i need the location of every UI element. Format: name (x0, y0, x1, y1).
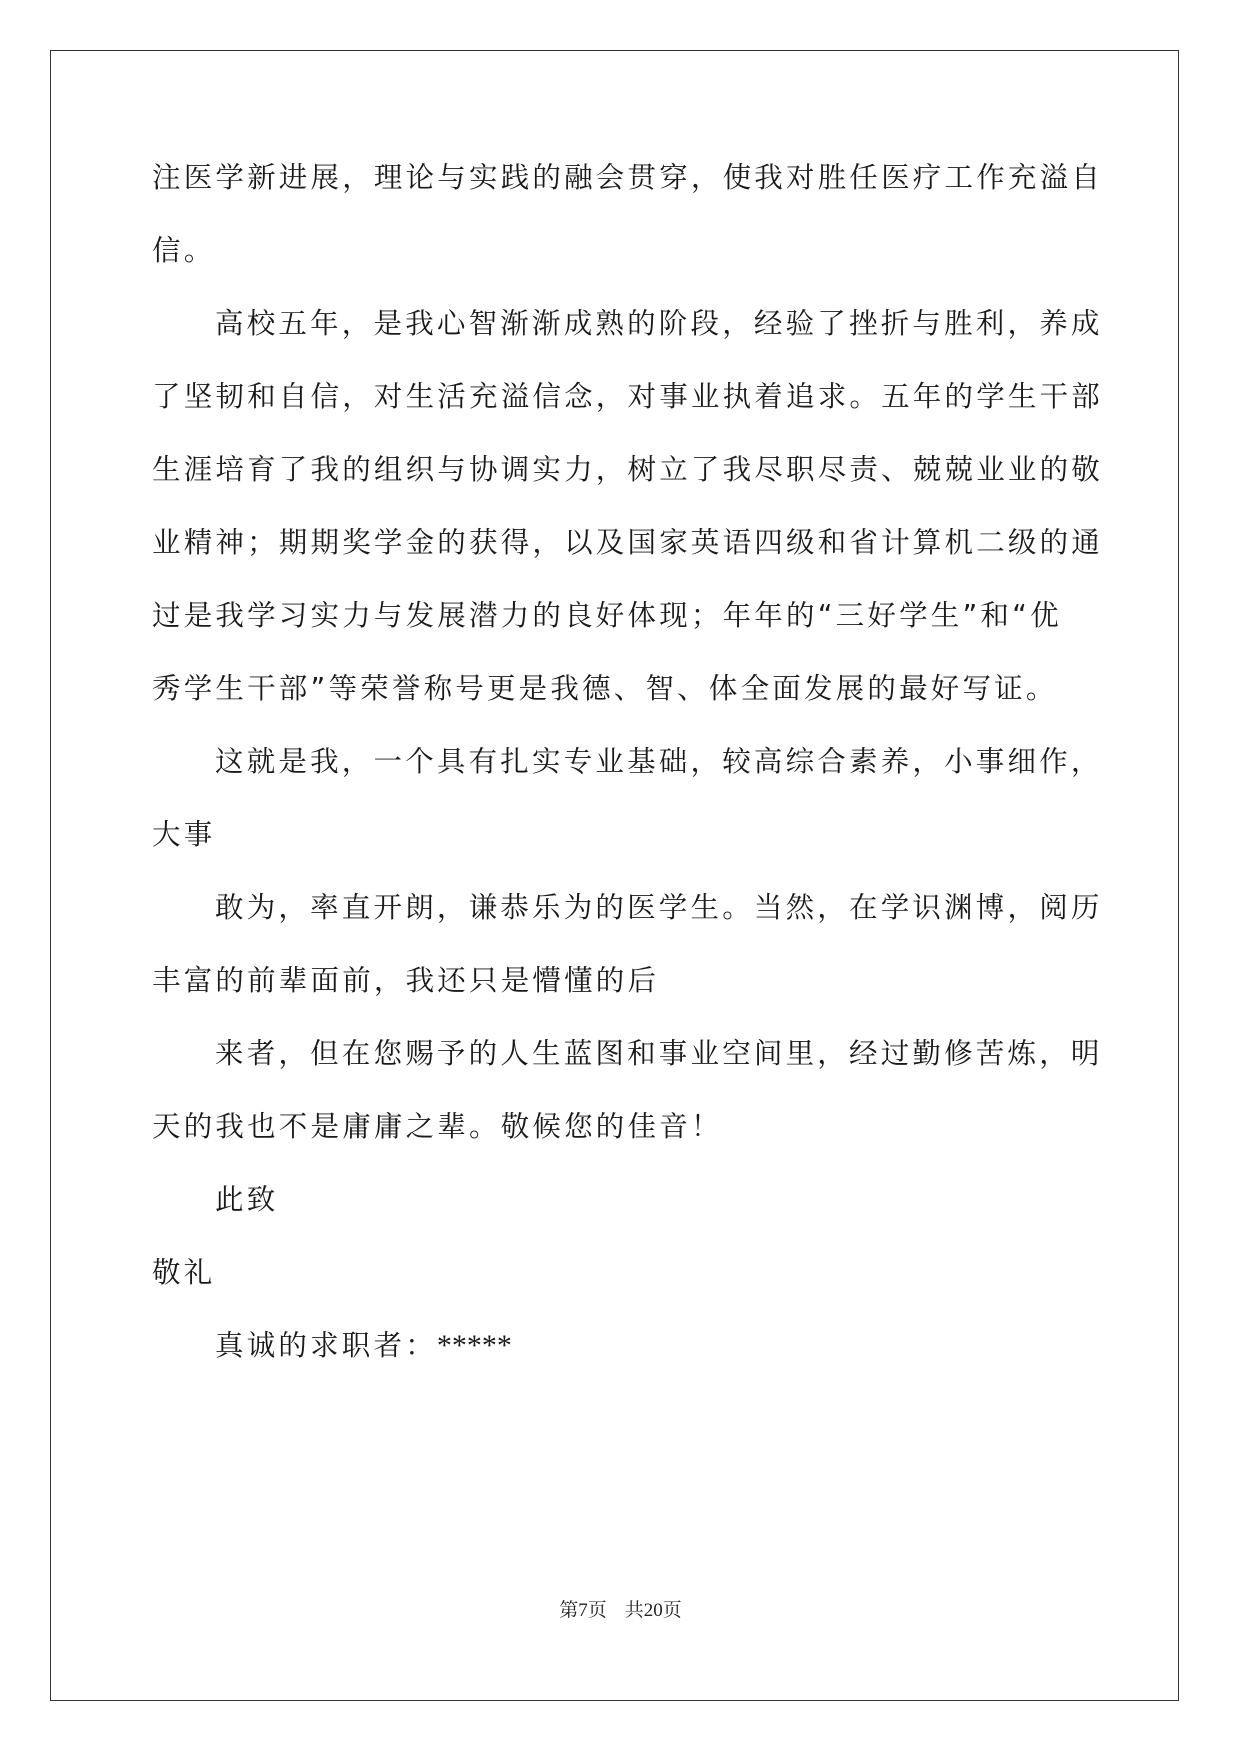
text-line: 秀学生干部”等荣誉称号更是我德、智、体全面发展的最好写证。 (152, 672, 1058, 705)
text-line: 丰富的前辈面前，我还只是懵懂的后 (152, 964, 660, 997)
page-footer (0, 1595, 1241, 1622)
paragraph-start: 敢为，率直开朗，谦恭乐为的医学生。当然，在学识渊博，阅历 (215, 891, 1103, 924)
paragraph-start: 来者，但在您赐予的人生蓝图和事业空间里，经过勤修苦炼，明 (215, 1037, 1103, 1070)
signature-label: 真诚的求职者： (215, 1329, 437, 1362)
signature-line (215, 1326, 512, 1366)
text-line: 大事 (152, 818, 216, 851)
text-line: 生涯培育了我的组织与协调实力，树立了我尽职尽责、兢兢业业的敬 (152, 453, 1104, 486)
closing-salute: 敬礼 (152, 1256, 216, 1289)
page-border (50, 50, 1179, 1701)
paragraph-start: 这就是我，一个具有扎实专业基础，较高综合素养，小事细作， (215, 745, 1103, 778)
text-line: 过是我学习实力与发展潜力的良好体现；年年的“三好学生”和“优 (152, 599, 1062, 632)
closing-phrase: 此致 (215, 1183, 279, 1216)
paragraph-start: 高校五年，是我心智渐渐成熟的阶段，经验了挫折与胜利，养成 (215, 307, 1103, 340)
text-line: 信。 (152, 234, 216, 267)
text-line: 天的我也不是庸庸之辈。敬候您的佳音！ (152, 1110, 723, 1143)
text-line: 注医学新进展，理论与实践的融会贯穿，使我对胜任医疗工作充溢自 (152, 161, 1104, 194)
page-number: 第7页 (559, 1600, 607, 1621)
page-total: 共20页 (624, 1600, 682, 1621)
signature-name: ***** (436, 1329, 512, 1362)
text-line: 了坚韧和自信，对生活充溢信念，对事业执着追求。五年的学生干部 (152, 380, 1104, 413)
text-line: 业精神；期期奖学金的获得，以及国家英语四级和省计算机二级的通 (152, 526, 1104, 559)
